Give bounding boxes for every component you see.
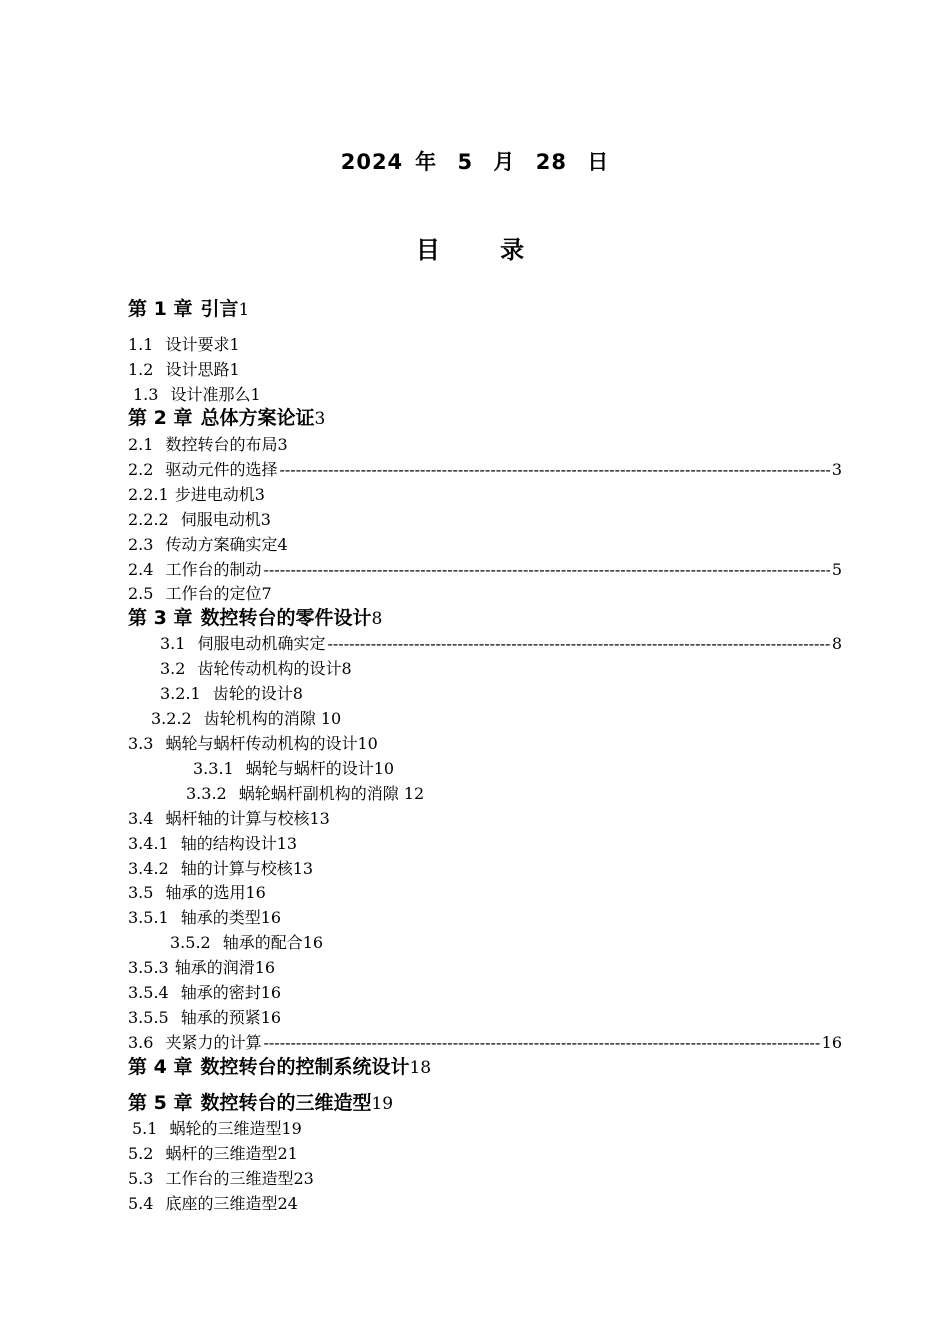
toc-entry-number: 3.2.1 [160,684,201,703]
toc-entry[interactable] [128,956,275,980]
toc-entry-page: 8 [341,659,352,678]
toc-entry-title: 蜗杆的三维造型 [165,1144,278,1163]
toc-entry-title: 工作台的定位 [165,584,262,603]
toc-entry-title: 步进电动机 [174,485,255,504]
toc-entry-number: 3.3 [128,734,154,753]
toc-entry[interactable] [128,906,281,930]
toc-entry-title: 轴承的预紧 [180,1008,261,1027]
toc-entry-number: 3.4.1 [128,834,169,853]
toc-entry-number: 2.2 [128,460,154,479]
toc-entry-title: 轴的结构设计 [180,834,277,853]
toc-entry-number: 3.3.1 [193,759,234,778]
toc-entry[interactable] [128,1006,281,1030]
toc-entry-page: 7 [261,584,272,603]
toc-dot-leader [263,558,829,582]
toc-entry-title: 设计准那么 [170,385,251,404]
toc-entry-page: 3 [314,409,326,429]
document-date [0,146,950,176]
toc-entry-number: 1.1 [128,335,154,354]
toc-entry-page: 13 [309,809,330,828]
toc-entry-page: 1 [229,335,240,354]
toc-entry-page: 8 [831,634,842,653]
toc-entry-number: 3.5.3 [128,958,169,977]
toc-entry-title: 数控转台的零件设计 [200,607,372,629]
toc-entry-title: 轴承的类型 [180,908,261,927]
toc-entry[interactable] [128,458,842,482]
toc-entry[interactable] [128,1192,298,1216]
toc-entry-page: 19 [371,1094,394,1114]
toc-dot-leader [263,1031,819,1055]
toc-entry-number: 2.4 [128,560,154,579]
toc-entry-page: 3 [254,485,265,504]
toc-entry-number: 3.5.4 [128,983,169,1002]
toc-entry[interactable] [128,483,265,507]
toc-entry[interactable] [128,1031,842,1055]
toc-entry-page: 16 [260,1008,282,1027]
toc-entry-page: 16 [245,883,266,902]
toc-entry[interactable] [128,1167,314,1191]
toc-entry-title: 轴承的选用 [165,883,246,902]
toc-entry[interactable] [128,333,240,357]
toc-entry-page: 21 [277,1144,298,1163]
toc-entry-title: 夹紧力的计算 [165,1033,262,1052]
toc-entry-number: 5.1 [132,1119,158,1138]
toc-entry-chapter-5[interactable] [128,1091,393,1115]
toc-entry-page: 16 [821,1033,842,1052]
toc-entry[interactable] [128,732,378,756]
toc-entry-page: 19 [281,1119,302,1138]
toc-entry-number: 第 5 章 [128,1092,193,1114]
toc-entry-number: 3.2.2 [151,709,192,728]
toc-entry-number: 第 2 章 [128,407,193,429]
date-day-unit: 日 [587,150,610,174]
toc-entry-title: 齿轮传动机构的设计 [197,659,342,678]
toc-entry-number: 2.3 [128,535,154,554]
toc-entry[interactable] [128,807,330,831]
date-day: 28 [535,150,567,174]
toc-entry-title: 设计要求 [165,335,230,354]
toc-entry-title: 驱动元件的选择 [165,460,278,479]
toc-entry-title: 齿轮机构的消隙 [203,709,316,728]
toc-entry-chapter-4[interactable] [128,1055,431,1079]
toc-entry-title: 设计思路 [165,360,230,379]
toc-entry-title: 数控转台的控制系统设计 [200,1056,410,1078]
toc-entry-number: 3.5 [128,883,154,902]
toc-entry-chapter-2[interactable] [128,406,325,430]
toc-entry-number: 2.5 [128,584,154,603]
toc-entry[interactable] [128,558,842,582]
toc-entry[interactable] [128,981,281,1005]
toc-entry-title: 蜗杆轴的计算与校核 [165,809,310,828]
toc-entry-page: 16 [260,908,282,927]
toc-entry-number: 1.2 [128,360,154,379]
toc-entry[interactable] [170,931,323,955]
toc-entry-number: 3.2 [160,659,186,678]
toc-entry-page: 16 [260,983,282,1002]
toc-entry-page: 5 [831,560,842,579]
toc-entry[interactable] [160,657,352,681]
toc-entry-title: 蜗轮蜗杆副机构的消隙 [238,784,399,803]
toc-entry[interactable] [128,533,288,557]
toc-entry-page: 12 [403,784,425,803]
toc-entry-page: 10 [357,734,378,753]
toc-entry-number: 第 4 章 [128,1056,193,1078]
toc-entry-number: 3.6 [128,1033,154,1052]
toc-entry-chapter-3[interactable] [128,606,382,630]
toc-entry[interactable] [128,832,297,856]
toc-entry[interactable] [128,358,240,382]
toc-entry-page: 3 [831,460,842,479]
toc-entry-title: 传动方案确实定 [165,535,278,554]
toc-dot-leader [327,632,829,656]
toc-entry-page: 24 [277,1194,298,1213]
toc-entry[interactable] [128,1142,298,1166]
toc-entry-number: 2.2.2 [128,510,169,529]
toc-entry-number: 第 1 章 [128,298,193,320]
toc-entry-number: 2.2.1 [128,485,169,504]
toc-entry-title: 引言 [200,298,239,320]
toc-entry-title: 伺服电动机确实定 [197,634,326,653]
date-year-unit: 年 [415,150,438,174]
toc-entry-page: 13 [292,859,314,878]
toc-entry-title: 轴的计算与校核 [180,859,293,878]
toc-entry[interactable] [128,433,288,457]
toc-entry-title: 底座的三维造型 [165,1194,278,1213]
toc-entry-title: 总体方案论证 [200,407,315,429]
toc-entry-page: 18 [409,1058,432,1078]
toc-entry-number: 3.5.1 [128,908,169,927]
toc-entry[interactable] [128,508,271,532]
toc-entry-number: 5.4 [128,1194,154,1213]
toc-entry-page: 1 [238,300,250,320]
toc-entry-title: 轴承的配合 [222,933,303,952]
toc-entry-number: 5.2 [128,1144,154,1163]
toc-entry-number: 3.5.2 [170,933,211,952]
toc-entry-page: 23 [293,1169,314,1188]
toc-entry[interactable] [160,682,303,706]
toc-dot-leader [279,458,829,482]
toc-entry-page: 16 [302,933,324,952]
toc-entry-number: 3.4 [128,809,154,828]
toc-entry-number: 3.1 [160,634,186,653]
toc-entry[interactable] [132,1117,302,1141]
toc-entry-number: 3.3.2 [186,784,227,803]
toc-entry[interactable] [186,782,424,806]
toc-entry-page: 8 [371,609,383,629]
toc-entry-page: 4 [277,535,288,554]
date-month: 5 [457,150,474,174]
toc-entry-title: 轴承的润滑 [174,958,255,977]
toc-entry[interactable] [133,383,261,407]
toc-entry-page: 8 [292,684,303,703]
toc-entry-title: 伺服电动机 [180,510,261,529]
toc-entry-title: 轴承的密封 [180,983,261,1002]
toc-entry-page: 13 [276,834,298,853]
toc-entry-page: 10 [373,759,395,778]
toc-entry-chapter-1[interactable] [128,297,249,321]
toc-entry-title: 蜗轮与蜗杆的设计 [245,759,374,778]
date-month-unit: 月 [493,150,516,174]
toc-entry-title: 工作台的制动 [165,560,262,579]
toc-entry[interactable] [193,757,394,781]
toc-entry-title: 数控转台的三维造型 [200,1092,372,1114]
toc-entry-page: 3 [260,510,271,529]
toc-entry-title: 数控转台的布局 [165,435,278,454]
toc-entry[interactable] [160,632,842,656]
toc-entry-title: 齿轮的设计 [212,684,293,703]
toc-entry-page: 10 [320,709,342,728]
toc-entry-number: 3.4.2 [128,859,169,878]
toc-entry-number: 2.1 [128,435,154,454]
toc-entry-title: 蜗轮与蜗杆传动机构的设计 [165,734,358,753]
toc-entry-number: 第 3 章 [128,607,193,629]
toc-entry-number: 3.5.5 [128,1008,169,1027]
toc-entry-page: 1 [229,360,240,379]
toc-entry[interactable] [151,707,341,731]
toc-entry-title: 蜗轮的三维造型 [169,1119,282,1138]
toc-entry-page: 3 [277,435,288,454]
toc-entry[interactable] [128,881,266,905]
toc-entry[interactable] [128,857,313,881]
toc-entry-page: 1 [250,385,261,404]
toc-entry-title: 工作台的三维造型 [165,1169,294,1188]
toc-title: 目 录 [415,236,551,264]
toc-entry-number: 5.3 [128,1169,154,1188]
toc-entry[interactable] [128,582,272,606]
date-year: 2024 [340,150,404,174]
toc-entry-number: 1.3 [133,385,159,404]
toc-entry-page: 16 [254,958,276,977]
